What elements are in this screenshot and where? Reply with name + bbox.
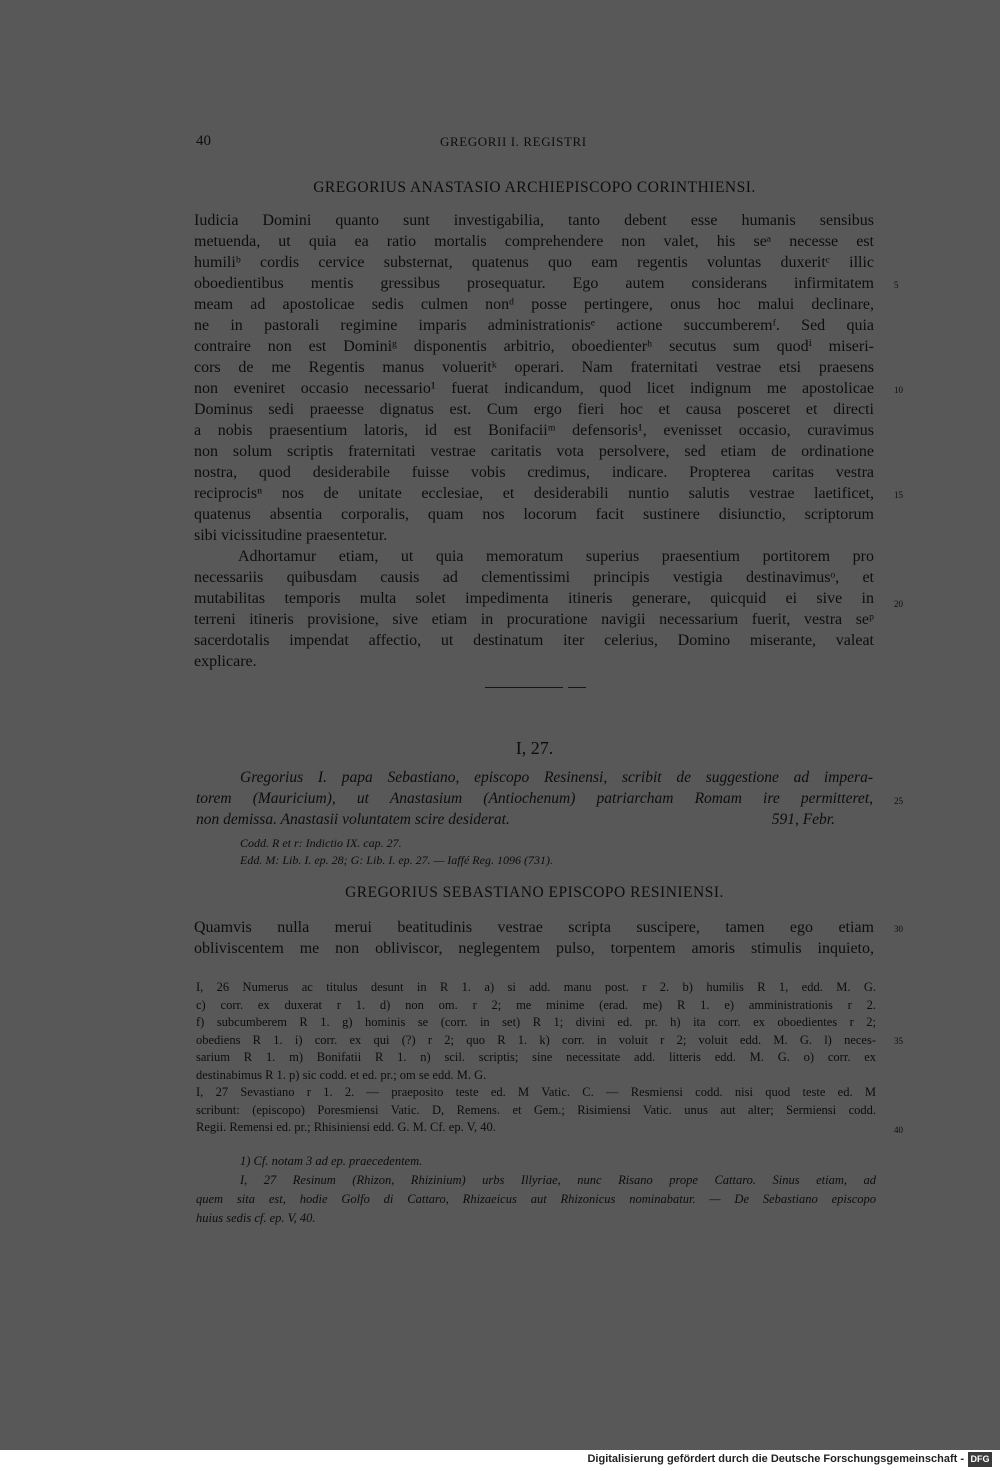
section-divider-short <box>568 687 586 688</box>
funding-credit: Digitalisierung gefördert durch die Deutsche Forschungsgemeinschaft - <box>587 1453 964 1465</box>
text-line: Adhortamur etiam, ut quia memoratum superius praesentium portitorem pro <box>238 548 874 565</box>
text-line: sibi vicissitudine praesentetur. <box>194 527 388 544</box>
text-line: sacerdotalis impendat affectio, ut destinatum iter celerius, Domino miserante, valeat <box>194 632 874 649</box>
text-line: quatenus absentia corporalis, quam nos locorum facit sustinere disiunctio, scriptorum <box>194 506 874 523</box>
line-number: 40 <box>894 1125 903 1135</box>
dfg-logo: DFG <box>968 1452 992 1467</box>
text-line: necessariis quibusdam causis ad clementissimi principis vestigia destinavimusᵒ, et <box>194 569 874 586</box>
letter-date: 591, Febr. <box>771 811 835 828</box>
text-line: obliviscentem me non obliviscor, neglegentem pulso, torpentem amoris stimulis inquieto, <box>194 940 874 957</box>
text-line: terreni itineris provisione, sive etiam in procuratione navigii necessarium fuerit, vestra seᵖ <box>194 611 874 628</box>
apparatus-line: I, 26 Numerus ac titulus desunt in R 1. a) si add. manu post. r 2. b) humilis R 1, edd. M. G. <box>196 980 876 994</box>
letter-heading: GREGORIUS SEBASTIANO EPISCOPO RESINIENSI. <box>345 884 724 901</box>
critical-apparatus <box>196 979 876 1137</box>
footnote-line: I, 27 Resinum (Rhizon, Rhizinium) urbs Illyriae, nunc Risano prope Cattaro. Sinus etiam, ad <box>240 1173 876 1187</box>
text-line: Dominus sedi praeesse dignatus est. Cum ergo fieri hoc et causa posceret et directi <box>194 401 874 418</box>
line-number: 15 <box>894 490 903 500</box>
running-title: GREGORII I. REGISTRI <box>440 134 587 149</box>
summary-line: torem (Mauricium), ut Anastasium (Antiochenum) patriarcham Romam ire permitteret, <box>196 790 873 807</box>
text-line: humiliᵇ cordis cervice substernat, quatenus quo eam regentis voluntas duxeritᶜ illic <box>194 254 874 271</box>
letter-body <box>194 917 874 959</box>
apparatus-line: Regii. Remensi ed. pr.; Rhisiniensi edd. G. M. Cf. ep. V, 40. <box>196 1120 496 1134</box>
section-divider <box>485 687 563 688</box>
line-number: 5 <box>894 280 899 290</box>
historical-footnotes <box>196 1152 876 1228</box>
apparatus-line: destinabimus R 1. p) sic codd. et ed. pr.; om se edd. M. G. <box>196 1067 487 1082</box>
text-line: non eveniret occasio necessario¹ fuerat indicandum, quod licet indignum me apostolicae <box>194 380 874 397</box>
line-number: 20 <box>894 599 903 609</box>
letter-heading: GREGORIUS ANASTASIO ARCHIEPISCOPO CORINTHIENSI. <box>313 179 756 196</box>
line-number: 25 <box>894 796 903 806</box>
apparatus-line: obediens R 1. i) corr. ex qui (?) r 2; quo R 1. k) corr. in voluit r 2; voluit edd. M. G. l) neces- <box>196 1032 876 1047</box>
apparatus-line: scribunt: (episcopo) Poresmiensi Vatic. D, Remens. et Gem.; Risimiensi Vatic. unus aut alter; Sermiensi codd. <box>196 1102 876 1117</box>
text-line: ne in pastorali regimine imparis administrationisᵉ actione succumberemᶠ. Sed quia <box>194 317 874 334</box>
text-line: Iudicia Domini quanto sunt investigabilia, tanto debent esse humanis sensibus <box>194 212 874 229</box>
page-number: 40 <box>196 133 211 149</box>
text-line: reciprocisⁿ nos de unitate ecclesiae, et desiderabili nuntio salutis vestrae laetificet, <box>194 485 874 502</box>
apparatus-line: c) corr. ex duxerat r 1. d) non om. r 2; me minime (erad. me) R 1. e) amministrationis r 2. <box>196 997 876 1012</box>
text-line: oboedientibus mentis gressibus prosequatur. Ego autem considerans infirmitatem <box>194 275 874 292</box>
text-line: meam ad apostolicae sedis culmen nonᵈ posse pertingere, onus hoc malui declinare, <box>194 296 874 313</box>
line-number: 30 <box>894 924 903 934</box>
text-line: contraire non est Dominiᵍ disponentis arbitrio, oboedienterʰ secutus sum quodⁱ miseri- <box>194 338 874 355</box>
text-line: non solum scriptis fraternitati vestrae caritatis vota persolvere, sed etiam de ordinatione <box>194 443 874 460</box>
section-number: I, 27. <box>515 738 554 758</box>
editions-note: Edd. M: Lib. I. ep. 28; G: Lib. I. ep. 27. — Iaffé Reg. 1096 (731). <box>240 853 553 867</box>
line-number: 10 <box>894 385 903 395</box>
footnote-line: 1) Cf. notam 3 ad ep. praecedentem. <box>240 1154 423 1168</box>
text-line: nostra, quod desiderabile fuisse vobis credimus, indicare. Propterea caritas vestra <box>194 464 874 481</box>
text-line: Quamvis nulla merui beatitudinis vestrae scripta suscipere, tamen ego etiam <box>194 919 874 936</box>
text-line: metuenda, ut quia ea ratio mortalis comprehendere non valet, his seᵃ necesse est <box>194 233 874 250</box>
summary-text: non demissa. Anastasii voluntatem scire desiderat. <box>196 811 510 828</box>
text-line: a nobis praesentium latoris, id est Bonifaciiᵐ defensoris¹, evenisset occasio, curavimus <box>194 422 874 439</box>
codices-note: Codd. R et r: Indictio IX. cap. 27. <box>240 836 402 850</box>
apparatus-line: f) subcumberem R 1. g) hominis se (corr. in set) R 1; divini ed. pr. h) ita corr. ex oboedientes r 2; <box>196 1015 876 1029</box>
apparatus-line: sarium R 1. m) Bonifatii R 1. n) scil. scriptis; sine necessitate add. litteris edd. M. G. o) corr. ex <box>196 1050 876 1064</box>
summary-line <box>196 809 873 830</box>
letter-body <box>194 210 874 672</box>
summary-line: Gregorius I. papa Sebastiano, episcopo Resinensi, scribit de suggestione ad impera- <box>240 769 873 786</box>
text-line: explicare. <box>194 653 257 670</box>
apparatus-line: I, 27 Sevastiano r 1. 2. — praeposito teste ed. M Vatic. C. — Resmiensi codd. nisi quod teste ed. M <box>196 1085 876 1099</box>
text-line: cors de me Regentis manus volueritᵏ operari. Nam fraternitati vestrae etsi praesens <box>194 359 874 376</box>
text-line: mutabilitas temporis multa solet impedimenta itineris generare, quicquid ei sive in <box>194 590 874 607</box>
footnote-line: huius sedis cf. ep. V, 40. <box>196 1211 316 1225</box>
letter-summary <box>196 767 873 830</box>
line-number: 35 <box>894 1036 903 1046</box>
footnote-line: quem sita est, hodie Golfo di Cattaro, Rhizaeicus aut Rhizonicus nominabatur. — De Sebastiano episcopo <box>196 1192 876 1206</box>
